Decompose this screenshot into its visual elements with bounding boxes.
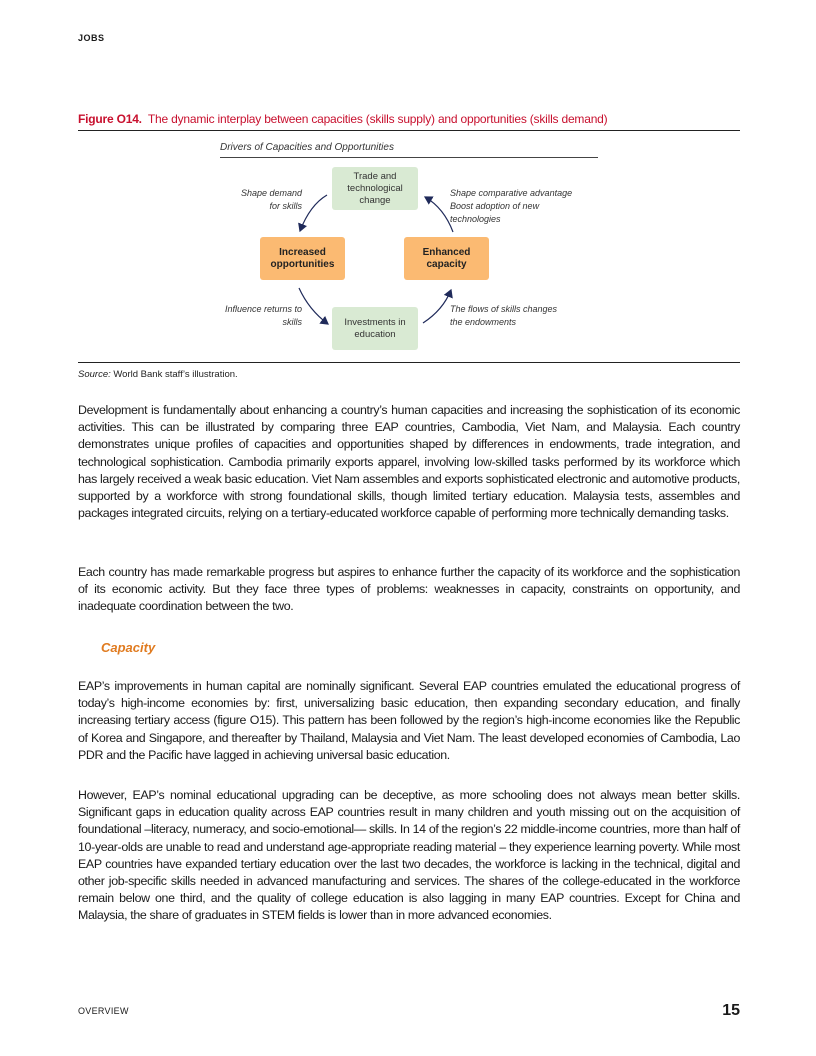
- node-trade: Trade and technological change: [332, 167, 418, 210]
- footer-section: OVERVIEW: [78, 1006, 129, 1016]
- label-shape-advantage-line1: Shape comparative advantage: [450, 188, 573, 198]
- arrow-trade-to-opportunities: [300, 195, 327, 231]
- arrow-opportunities-to-investments: [299, 288, 328, 324]
- label-shape-advantage-line2: Boost adoption of new technologies: [450, 201, 540, 224]
- node-opportunities: Increased opportunities: [260, 237, 345, 280]
- running-header: JOBS: [78, 33, 105, 43]
- figure-label: Figure O14.: [78, 112, 142, 126]
- paragraph-4: However, EAP’s nominal educational upgrading can be deceptive, as more schooling does not always mean better skills. Significant gaps in education quality across EAP countries result in many children and youth missing out on the acquisition of foundational –literacy, numeracy, and socio-emotional— skills. In 14 of the region’s 22 middle-income countries, more than half of 10-year-olds are unable to read and understand age-appropriate reading material – they experience learning poverty. While most EAP countries have expanded tertiary education over the last two decades, the workforce is lacking in the technical, digital and other job-specific skills needed in advanced manufacturing and services. The shares of the college-educated in the workforce remain below one third, and the quality of college education is also lagging in many EAP countries. Except for China and Malaysia, the share of graduates in STEM fields is lower than in more advanced economies.: [78, 788, 740, 923]
- figure-subtitle: Drivers of Capacities and Opportunities: [220, 142, 394, 153]
- diagram-arrows: [0, 0, 816, 400]
- section-heading-capacity: Capacity: [101, 640, 156, 655]
- arrow-capacity-to-trade: [425, 197, 453, 232]
- source-text: World Bank staff’s illustration.: [113, 369, 238, 380]
- page-number: 15: [722, 1002, 740, 1019]
- figure-source: [78, 369, 238, 380]
- node-investments: Investments in education: [332, 307, 418, 350]
- source-label: Source:: [78, 369, 111, 380]
- arrow-investments-to-capacity: [423, 290, 451, 323]
- label-flows: The flows of skills changes the endowments: [450, 304, 558, 327]
- paragraph-1: Development is fundamentally about enhancing a country’s human capacities and increasing the sophistication of its economic activities. This can be illustrated by comparing three EAP countries, Cambodia, Viet Nam, and Malaysia. Each country demonstrates unique profiles of capacities and opportunities shaped by differences in endowments, trade integration, and technological sophistication. Cambodia primarily exports apparel, involving low-skilled tasks performed by its workforce which has largely received a weak basic education. Viet Nam assembles and exports sophisticated electronic and automotive products, supported by a workforce with strong foundational skills, though limited tertiary education. Malaysia tests, assembles and packages integrated circuits, relying on a tertiary-educated workforce capable of performing more technically demanding tasks.: [78, 403, 740, 521]
- label-influence-returns: Influence returns to skills: [224, 304, 302, 327]
- paragraph-3: EAP’s improvements in human capital are nominally significant. Several EAP countries emulated the educational progress of today’s high-income economies by: first, universalizing basic education, then expanding secondary education, and finally increasing tertiary access (figure O15). This pattern has been followed by the region’s high-income economies like the Republic of Korea and Singapore, and thereafter by Thailand, Malaysia and Viet Nam. The least developed economies of Cambodia, Lao PDR and the Pacific have lagged in achieving universal basic education.: [78, 679, 740, 762]
- figure-title-text: The dynamic interplay between capacities (skills supply) and opportunities (skills demand): [147, 112, 608, 126]
- node-capacity: Enhanced capacity: [404, 237, 489, 280]
- label-shape-demand: Shape demand for skills: [240, 188, 302, 211]
- figure-bottom-rule: [78, 362, 740, 363]
- paragraph-2: Each country has made remarkable progress but aspires to enhance further the capacity of its workforce and the sophistication of its economic activity. But they face three types of problems: weaknesses in capacity, constraints on opportunity, and inadequate coordination between the two.: [78, 565, 740, 614]
